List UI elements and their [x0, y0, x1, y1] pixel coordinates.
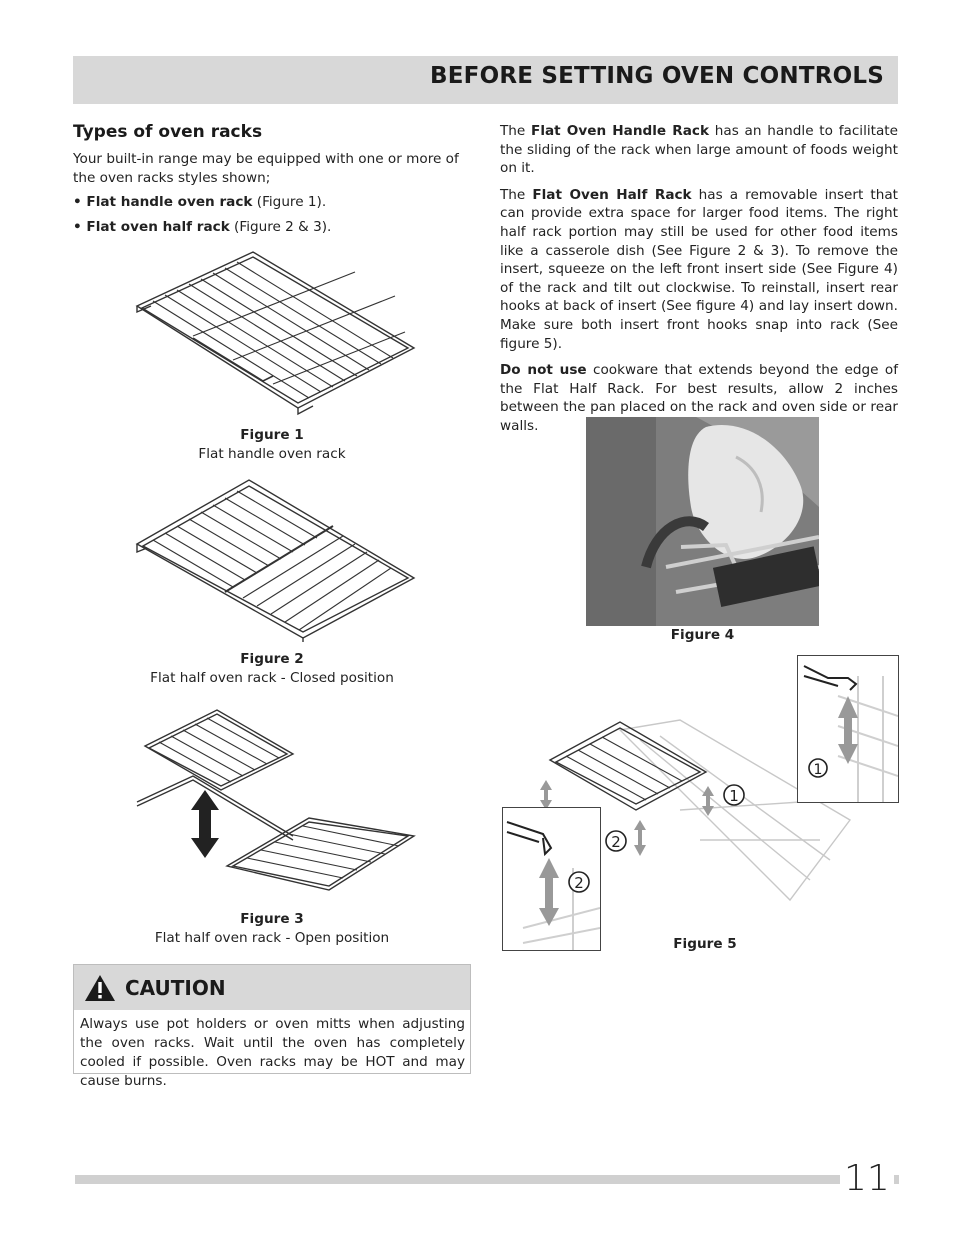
p1-bold: Flat Oven Handle Rack [531, 123, 710, 139]
figure-2-title: Figure 2 [240, 651, 304, 667]
figure-1-title: Figure 1 [240, 427, 304, 443]
caution-box [73, 964, 471, 1089]
figure-2-label [73, 650, 471, 688]
bullet-bold: • Flat handle oven rack [73, 194, 253, 211]
inset-callout-1: 1 [813, 762, 823, 778]
half-rack-paragraph [500, 186, 898, 353]
warning-icon [84, 974, 116, 1002]
figure-4-photo [586, 417, 819, 626]
figure-5-inset-2 [502, 807, 601, 951]
p2-rest: has a removable insert that can provide extra space for larger food items. The right half rack portion may still be used for other food items like a casserole dish (See Figure 2 & 3). To remove the insert, squeeze on the left front insert side (See Figure 4) of the rack and tilt out clockwise. To reinstall, insert rear hooks at back of insert (See figure 4) and lay insert down. Make sure both insert front hooks snap into rack (See figure 5). [500, 186, 898, 352]
p1-rest: has an handle to facilitate the sliding of the rack when large amount of foods weight on it. [500, 123, 898, 177]
figure-2-caption: Flat half oven rack - Closed position [150, 670, 394, 686]
figure-1-caption: Flat handle oven rack [198, 446, 346, 462]
right-column [500, 122, 898, 444]
page-number: 11 [840, 1158, 894, 1199]
bullet-bold: • Flat oven half rack [73, 218, 230, 235]
types-heading: Types of oven racks [73, 122, 263, 142]
p2-bold: Flat Oven Half Rack [532, 186, 692, 203]
figure-3-illustration [133, 706, 418, 906]
p3-bold: Do not use [500, 362, 587, 379]
figure-5-title: Figure 5 [673, 936, 737, 952]
caution-text: Always use pot holders or oven mitts when adjusting the oven racks. Wait until the oven has completely cooled if possible. Oven racks may be HOT and may cause burns. [80, 1016, 465, 1089]
intro-text: Your built-in range may be equipped with one or more of the oven racks styles shown; [73, 151, 459, 186]
bullet-rest: (Figure 1). [252, 194, 327, 211]
figure-5-inset-1 [797, 655, 899, 803]
bullet-rest: (Figure 2 & 3). [229, 218, 332, 235]
inset-callout-2: 2 [574, 874, 584, 892]
bullet-flat-half [73, 218, 468, 237]
figure-1-illustration [133, 248, 418, 420]
section-title: BEFORE SETTING OVEN CONTROLS [430, 63, 884, 89]
left-column [73, 122, 468, 236]
figure-3-label [73, 910, 471, 948]
figure-5-callout-1: 1 [729, 787, 739, 805]
figure-1-label [73, 426, 471, 464]
caution-header [74, 965, 470, 1010]
footer-bar [75, 1175, 899, 1184]
handle-rack-paragraph [500, 122, 898, 178]
figure-3-caption: Flat half oven rack - Open position [154, 930, 390, 946]
p3-rest: cookware that extends beyond the edge of the Flat Half Rack. For best results, allow 2 inches between the pan placed on the rack and oven side or rear walls. [500, 362, 898, 434]
figure-2-illustration [133, 474, 418, 642]
figure-4-title: Figure 4 [670, 627, 735, 643]
bullet-flat-handle [73, 193, 468, 212]
figure-3-title: Figure 3 [240, 911, 304, 927]
p2-pre: The [500, 186, 533, 203]
caution-title: CAUTION [125, 976, 226, 1000]
figure-5-label [640, 935, 770, 954]
figure-5-callout-2: 2 [611, 833, 621, 851]
section-header [73, 56, 898, 104]
p1-pre: The [500, 123, 532, 139]
figure-4-label [586, 626, 819, 645]
